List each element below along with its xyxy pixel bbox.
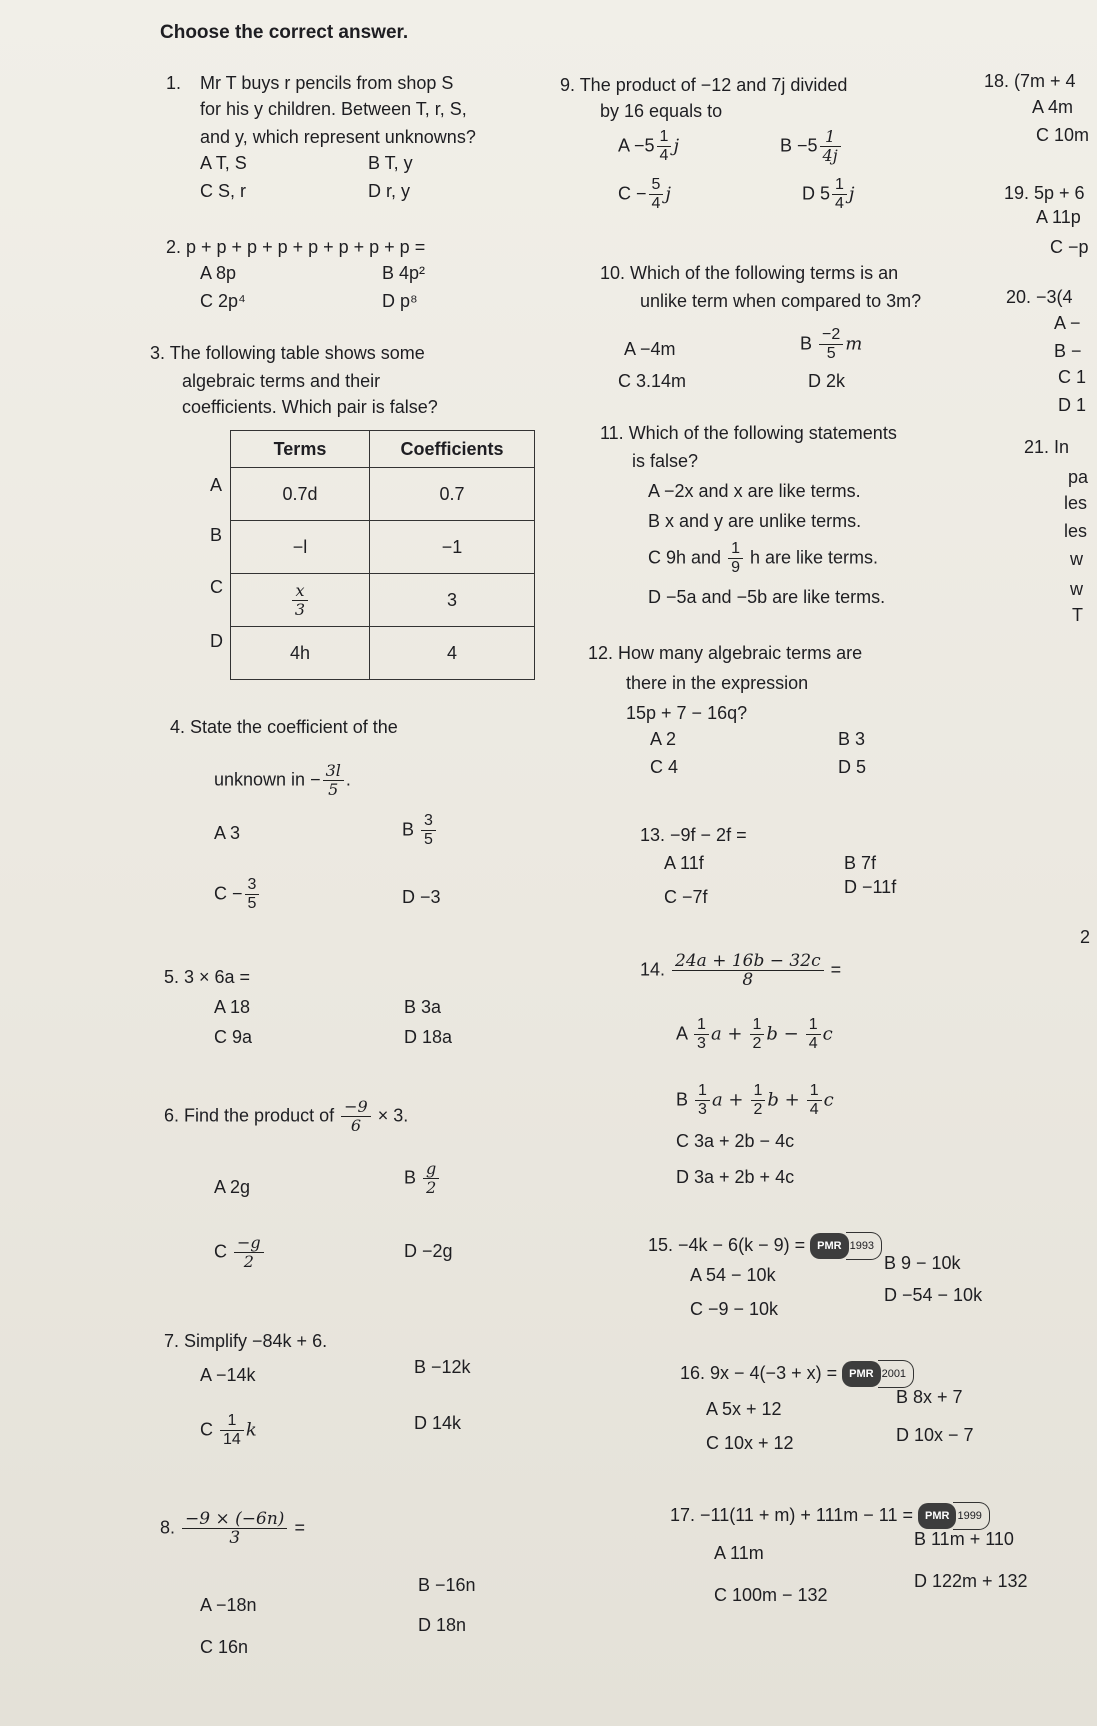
q12-option-d: D 5 — [838, 757, 867, 777]
q9-line1: 9. The product of −12 and 7j divided — [560, 75, 848, 95]
option-tail: m — [845, 333, 863, 355]
fraction-denominator: 2 — [752, 1035, 762, 1052]
q9-option-d — [802, 176, 855, 213]
q21-fragment-6: T — [1072, 605, 1083, 625]
q4-line1: 4. State the coefficient of the — [170, 717, 398, 737]
option-fraction — [423, 1160, 439, 1197]
option-letter: C 9h and — [648, 547, 722, 568]
q9-option-a — [618, 128, 679, 165]
q8-option-b: B −16n — [418, 1575, 476, 1595]
option-fraction — [657, 128, 672, 165]
row-label-b: B — [210, 525, 223, 545]
q11-option-a: A −2x and x are like terms. — [648, 481, 861, 501]
q13-option-b: B 7f — [844, 853, 877, 873]
fraction-numerator: 3 — [421, 812, 436, 831]
fraction-numerator: 5 — [649, 176, 664, 195]
row-label-c: C — [210, 577, 223, 597]
option-term: a + — [710, 1023, 743, 1045]
option-fraction — [820, 128, 841, 165]
q20-option-b: B − — [1054, 341, 1082, 361]
fraction-numerator: −9 × (−6n) — [182, 1510, 287, 1529]
q15-option-b: B 9 − 10k — [884, 1253, 961, 1273]
q4-option-a: A 3 — [214, 823, 241, 843]
q16-stem-text: 16. 9x − 4(−3 + x) = — [680, 1362, 838, 1383]
q1-option-d: D r, y — [368, 181, 411, 201]
q6-fraction — [341, 1098, 371, 1135]
exam-year: 1999 — [953, 1502, 989, 1530]
q13-stem: 13. −9f − 2f = — [640, 825, 747, 845]
q19-stem: 19. 5p + 6 — [1004, 183, 1085, 203]
fraction-numerator: −2 — [819, 326, 843, 345]
q15-option-d: D −54 − 10k — [884, 1285, 983, 1305]
q18-option-a: A 4m — [1032, 97, 1074, 117]
term-cell: −l — [231, 521, 370, 574]
q4-option-c — [214, 876, 261, 913]
q14-stem — [640, 952, 841, 989]
q11-line2: is false? — [632, 451, 699, 471]
q1-line3: and y, which represent unknowns? — [200, 127, 476, 147]
q13-option-d: D −11f — [844, 877, 897, 897]
q10-option-c: C 3.14m — [618, 371, 687, 391]
fraction-numerator: 24a + 16b − 32c — [672, 952, 824, 971]
q17-option-b: B 11m + 110 — [914, 1529, 1014, 1549]
option-fraction — [807, 1082, 822, 1119]
option-letter: B — [676, 1089, 689, 1110]
fraction-numerator: 3l — [323, 762, 344, 781]
q20-stem: 20. −3(4 — [1006, 287, 1073, 307]
fraction-denominator: 4 — [809, 1101, 819, 1118]
q21-fragment-1: pa — [1068, 467, 1089, 487]
fraction-denominator: 2 — [753, 1101, 763, 1118]
fraction-denominator: 2 — [426, 1178, 437, 1197]
option-tail: j — [665, 183, 672, 205]
fraction-denominator: 6 — [350, 1116, 362, 1135]
q16-option-c: C 10x + 12 — [706, 1433, 794, 1453]
q10-option-d: D 2k — [808, 371, 846, 391]
fraction-numerator: 1 — [694, 1016, 709, 1035]
option-fraction — [695, 1082, 710, 1119]
fraction-denominator: 5 — [826, 345, 836, 362]
q2-option-d: D p⁸ — [382, 291, 418, 311]
q16-stem — [680, 1360, 914, 1388]
q12-line1: 12. How many algebraic terms are — [588, 643, 863, 663]
fraction-denominator: 5 — [328, 780, 339, 799]
row-label-a: A — [210, 475, 223, 495]
fraction-denominator: 4 — [808, 1035, 818, 1052]
q6-option-a: A 2g — [214, 1177, 251, 1197]
q14-option-a — [676, 1016, 833, 1053]
fraction-numerator: g — [423, 1160, 439, 1179]
q8-fraction — [182, 1510, 287, 1547]
q13-option-a: A 11f — [664, 853, 704, 873]
q15-option-c: C −9 − 10k — [690, 1299, 779, 1319]
option-term: a + — [711, 1089, 744, 1111]
q21-stem: 21. In — [1024, 437, 1070, 457]
column-header-terms: Terms — [231, 431, 370, 468]
q6-option-d: D −2g — [404, 1241, 453, 1261]
q16-option-a: A 5x + 12 — [706, 1399, 782, 1419]
q11-line1: 11. Which of the following statements — [600, 423, 897, 443]
q17-option-a: A 11m — [714, 1543, 764, 1563]
option-fraction — [421, 812, 436, 849]
table-row — [231, 521, 535, 574]
q14-option-d: D 3a + 2b + 4c — [676, 1167, 795, 1187]
q15-stem-text: 15. −4k − 6(k − 9) = — [648, 1234, 806, 1255]
option-letter: C — [214, 1241, 227, 1262]
q8-option-c: C 16n — [200, 1637, 249, 1657]
option-fraction — [832, 176, 847, 213]
q5-option-d: D 18a — [404, 1027, 453, 1047]
q3-line3: coefficients. Which pair is false? — [182, 397, 438, 417]
q5-option-a: A 18 — [214, 997, 251, 1017]
q17-stem — [670, 1502, 990, 1530]
table-header-row — [231, 431, 535, 468]
option-letter: B — [404, 1167, 417, 1188]
fraction-numerator: −g — [234, 1234, 264, 1253]
table-row — [231, 627, 535, 680]
coefficient-cell: 4 — [370, 627, 535, 680]
q14-equals: = — [830, 959, 842, 980]
q15-stem — [648, 1232, 882, 1260]
q8-number: 8. — [160, 1517, 176, 1538]
fraction-denominator: 4 — [835, 195, 844, 212]
q8-equals: = — [294, 1517, 305, 1538]
q8-stem — [160, 1510, 305, 1547]
q8-option-a: A −18n — [200, 1595, 257, 1615]
fraction-numerator: 1 — [750, 1016, 765, 1035]
exam-badge: PMR — [810, 1233, 848, 1259]
q14-option-b — [676, 1082, 834, 1119]
q9-option-b — [780, 128, 843, 165]
q1-option-c: C S, r — [200, 181, 247, 201]
coefficient-cell: 0.7 — [370, 468, 535, 521]
q6-option-c — [214, 1234, 266, 1271]
q12-option-b: B 3 — [838, 729, 866, 749]
q18-stem: 18. (7m + 4 — [984, 71, 1076, 91]
fraction-numerator: 1 — [695, 1082, 710, 1101]
fraction-denominator: 4 — [651, 195, 661, 212]
q19-option-c: C −p — [1050, 237, 1089, 257]
fraction-denominator: 14 — [223, 1431, 241, 1448]
q17-option-d: D 122m + 132 — [914, 1571, 1028, 1591]
option-fraction — [694, 1016, 709, 1053]
option-letter: B −5 — [780, 135, 818, 156]
q2-stem: 2. p + p + p + p + p + p + p + p = — [166, 237, 426, 257]
q11-option-b: B x and y are unlike terms. — [648, 511, 862, 531]
fraction-denominator: 8 — [742, 970, 754, 990]
q9-line2: by 16 equals to — [600, 101, 723, 121]
fraction-denominator: 3 — [229, 1528, 241, 1548]
fraction-numerator: 1 — [832, 176, 847, 195]
q10-option-a: A −4m — [624, 339, 676, 359]
exam-badge: PMR — [842, 1361, 880, 1387]
column-header-coefficients: Coefficients — [370, 431, 535, 468]
q21-fragment-3: les — [1064, 521, 1088, 541]
option-fraction — [728, 540, 743, 577]
q20-option-d: D 1 — [1058, 395, 1087, 415]
option-fraction — [649, 176, 664, 213]
coefficient-cell: −1 — [370, 521, 535, 574]
q2-option-c: C 2p⁴ — [200, 291, 246, 311]
option-letter: A — [676, 1023, 688, 1044]
q19-option-a: A 11p — [1036, 207, 1081, 227]
q7-option-d: D 14k — [414, 1413, 462, 1433]
fraction-numerator: x — [292, 582, 308, 601]
terms-coefficients-table — [230, 430, 535, 680]
option-term: c — [822, 1023, 833, 1045]
q16-option-b: B 8x + 7 — [896, 1387, 963, 1407]
q8-option-d: D 18n — [418, 1615, 467, 1635]
q1-option-a: A T, S — [200, 153, 247, 173]
q1-line1: Mr T buys r pencils from shop S — [200, 73, 454, 93]
q5-stem: 5. 3 × 6a = — [164, 967, 251, 987]
q16-option-d: D 10x − 7 — [896, 1425, 974, 1445]
row-label-d: D — [210, 631, 223, 651]
q14-option-c: C 3a + 2b − 4c — [676, 1131, 795, 1151]
option-tail: h are like terms. — [750, 547, 879, 568]
option-letter: A −5 — [618, 135, 655, 156]
q4-option-d: D −3 — [402, 887, 441, 907]
q4-fraction — [323, 762, 344, 799]
fraction-numerator: 3 — [245, 876, 260, 895]
option-fraction — [751, 1082, 766, 1119]
q2-option-b: B 4p² — [382, 263, 426, 283]
option-tail: j — [673, 135, 680, 157]
option-letter: C — [200, 1419, 213, 1440]
coefficient-cell: 3 — [370, 574, 535, 627]
term-cell — [231, 574, 370, 627]
q20-option-a: A − — [1054, 313, 1081, 333]
fraction-numerator: 1 — [751, 1082, 766, 1101]
q3-line1: 3. The following table shows some — [150, 343, 425, 363]
q5-option-b: B 3a — [404, 997, 442, 1017]
option-fraction — [750, 1016, 765, 1053]
q10-line1: 10. Which of the following terms is an — [600, 263, 899, 283]
q4-option-b — [402, 812, 438, 849]
q17-option-c: C 100m − 132 — [714, 1585, 828, 1605]
q21-fragment-4: w — [1070, 549, 1083, 569]
option-fraction — [806, 1016, 821, 1053]
option-tail: j — [848, 183, 855, 205]
q10-option-b — [800, 326, 862, 363]
fraction-denominator: 3 — [294, 599, 306, 619]
option-letter: B — [800, 333, 813, 354]
q14-fraction — [672, 952, 824, 989]
q6-stem — [164, 1098, 408, 1135]
option-letter: C − — [618, 183, 647, 204]
q17-stem-text: 17. −11(11 + m) + 111m − 11 = — [670, 1504, 913, 1525]
q6-stem-tail: × 3. — [377, 1105, 409, 1126]
q7-option-c — [200, 1412, 257, 1449]
q14-number: 14. — [640, 959, 666, 980]
q1-option-b: B T, y — [368, 153, 413, 173]
q21-fragment-2: les — [1064, 493, 1088, 513]
q11-option-c — [648, 540, 878, 577]
q13-option-c: C −7f — [664, 887, 708, 907]
q6-option-b — [404, 1160, 441, 1197]
q20-option-c: C 1 — [1058, 367, 1087, 387]
term-fraction — [292, 582, 308, 619]
option-fraction — [245, 876, 260, 913]
q1-number: 1. — [166, 73, 182, 93]
q4-line2: unknown in − $\frac{3l}{5}$ . — [214, 761, 351, 799]
fraction-numerator: −9 — [341, 1098, 371, 1117]
fraction-numerator: 1 — [657, 128, 672, 147]
fraction-numerator: 1 — [820, 128, 841, 147]
q21-fragment-7: 2 — [1080, 927, 1091, 947]
q12-line2: there in the expression — [626, 673, 809, 693]
term-cell: 4h — [231, 627, 370, 680]
option-term: b + — [767, 1089, 800, 1111]
term-cell: 0.7d — [231, 468, 370, 521]
q15-option-a: A 54 − 10k — [690, 1265, 776, 1285]
table-row — [231, 468, 535, 521]
option-term: b − — [766, 1023, 799, 1045]
q9-option-c — [618, 176, 671, 213]
q5-option-c: C 9a — [214, 1027, 253, 1047]
fraction-numerator: 1 — [806, 1016, 821, 1035]
option-letter: D 5 — [802, 183, 831, 204]
fraction-denominator: 4 — [659, 147, 669, 164]
fraction-denominator: 2 — [243, 1252, 254, 1271]
q7-stem: 7. Simplify −84k + 6. — [164, 1331, 328, 1351]
q18-option-c: C 10m — [1036, 125, 1090, 145]
q11-option-d: D −5a and −5b are like terms. — [648, 587, 886, 607]
fraction-denominator: 4j — [822, 146, 838, 165]
option-fraction — [819, 326, 843, 363]
option-fraction — [220, 1412, 244, 1449]
q4-line2-text: unknown in − — [214, 769, 321, 790]
fraction-denominator: 3 — [697, 1035, 706, 1052]
q10-line2: unlike term when compared to 3m? — [640, 291, 922, 311]
q7-option-a: A −14k — [200, 1365, 256, 1385]
exam-badge: PMR — [918, 1503, 956, 1529]
option-letter: B — [402, 819, 415, 840]
fraction-numerator: 1 — [728, 540, 743, 559]
q6-stem-text: 6. Find the product of — [164, 1105, 335, 1126]
q21-fragment-5: w — [1070, 579, 1083, 599]
q2-option-a: A 8p — [200, 263, 237, 283]
q12-option-c: C 4 — [650, 757, 679, 777]
q1-line2: for his y children. Between T, r, S, — [200, 99, 467, 119]
table-row — [231, 574, 535, 627]
option-tail: k — [245, 1419, 257, 1441]
fraction-denominator: 9 — [731, 559, 740, 576]
fraction-denominator: 5 — [424, 831, 433, 848]
q3-line2: algebraic terms and their — [182, 371, 381, 391]
option-term: c — [823, 1089, 834, 1111]
option-letter: C − — [214, 883, 243, 904]
fraction-denominator: 3 — [698, 1101, 707, 1118]
option-fraction — [234, 1234, 264, 1271]
fraction-denominator: 5 — [247, 895, 257, 912]
q7-option-b: B −12k — [414, 1357, 471, 1377]
exam-year: 1993 — [846, 1232, 882, 1260]
fraction-numerator: 1 — [807, 1082, 822, 1101]
instruction-heading: Choose the correct answer. — [160, 22, 409, 43]
q12-option-a: A 2 — [650, 729, 677, 749]
fraction-numerator: 1 — [220, 1412, 244, 1431]
exam-year: 2001 — [878, 1360, 914, 1388]
q12-line3: 15p + 7 − 16q? — [626, 703, 748, 723]
